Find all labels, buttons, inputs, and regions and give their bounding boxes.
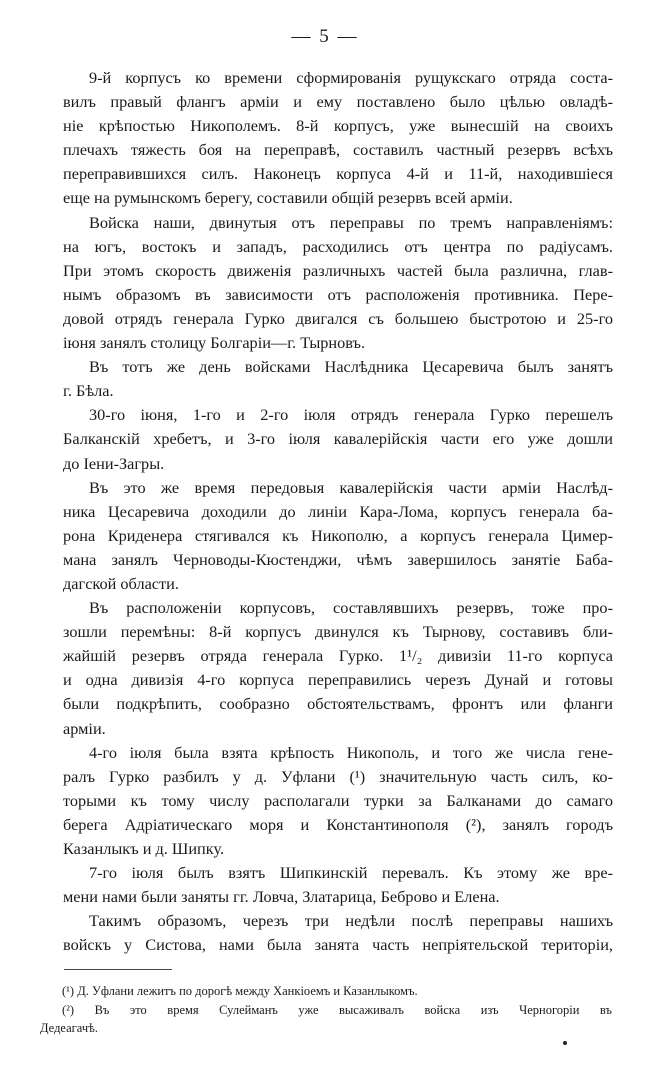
footnotes xyxy=(40,982,612,1038)
text-line: были подкрѣпить, сообразно обстоятельствамъ, фронтъ или фланги xyxy=(63,694,613,714)
text-line: плечахъ тяжесть боя на переправѣ, составилъ частный резервъ всѣхъ xyxy=(63,140,613,160)
text-line: Такимъ образомъ, черезъ три недѣли послѣ переправы нашихъ xyxy=(89,911,613,931)
paragraph xyxy=(63,476,613,596)
text-line: и одна дивизія 4-го корпуса переправились черезъ Дунай и готовы xyxy=(63,670,613,690)
ink-speck xyxy=(563,1041,567,1045)
text-line: 4-го іюля была взята крѣпость Никополь, и того же числа гене- xyxy=(89,742,613,762)
paragraph xyxy=(63,861,613,909)
text-line: арміи. xyxy=(63,718,106,738)
text-line: нымъ образомъ въ зависимости отъ расположенія противника. Пере- xyxy=(63,284,613,304)
paragraph xyxy=(63,355,613,403)
text-line: 7-го іюля былъ взятъ Шипкинскій перевалъ. Къ этому же вре- xyxy=(89,863,613,883)
text-line: довой отрядъ генерала Гурко двигался съ большею быстротою и 25-го xyxy=(63,308,613,328)
text-line: г. Бѣла. xyxy=(63,381,114,401)
text-line: 30-го іюня, 1-го и 2-го іюля отрядъ генерала Гурко перешелъ xyxy=(89,405,613,425)
text-line: Балканскій хребетъ, и 3-го іюля кавалерійскія части его уже дошли xyxy=(63,429,613,449)
paragraph xyxy=(63,403,613,475)
text-line: При этомъ скорость движенія различныхъ частей была различна, глав- xyxy=(63,260,613,280)
text-line: еще на румынскомъ берегу, составили общій резервъ всей арміи. xyxy=(63,188,513,208)
text-line: мени нами были заняты гг. Ловча, Златарица, Беброво и Елена. xyxy=(63,887,500,907)
text-line: жайшій резервъ отряда генерала Гурко. 1¹/₂ дивизіи 11-го корпуса xyxy=(63,646,613,666)
paragraph xyxy=(63,909,613,957)
text-line: ника Цесаревича доходили до линіи Кара-Лома, корпусъ генерала ба- xyxy=(63,501,613,521)
text-line: переправившихся силъ. Наконецъ корпуса 4-й и 11-й, находившіеся xyxy=(63,164,613,184)
text-line: іюня занялъ столицу Болгаріи—г. Тырновъ. xyxy=(63,333,366,353)
paragraph xyxy=(63,66,613,211)
footnote-divider xyxy=(64,969,172,970)
footnote-line: Дедеагачѣ. xyxy=(40,1021,99,1035)
text-line: зошли перемѣны: 8-й корпусъ двинулся къ Тырнову, составивъ бли- xyxy=(63,622,613,642)
text-line: рона Криденера стягивался къ Никополю, а корпусъ генерала Цимер- xyxy=(63,525,613,545)
text-line: дагской области. xyxy=(63,573,179,593)
page-number: — 5 — xyxy=(291,26,359,47)
text-line: Въ это же время передовыя кавалерійскія части арміи Наслѣд- xyxy=(89,477,613,497)
text-line: мана занялъ Черноводы-Кюстенджи, чѣмъ завершилось занятіе Баба- xyxy=(63,549,613,569)
text-line: берега Адріатическаго моря и Константинополя (²), занялъ городъ xyxy=(63,814,613,834)
text-line: торыми къ тому числу располагали турки за Балканами до самаго xyxy=(63,790,613,810)
text-line: Въ тотъ же день войсками Наслѣдника Цесаревича былъ занятъ xyxy=(89,357,613,377)
footnote-line: (²) Въ это время Сулейманъ уже высаживалъ войска изъ Черногоріи въ xyxy=(62,1002,612,1017)
text-line: ралъ Гурко разбилъ у д. Уфлани (¹) значительную часть силъ, ко- xyxy=(63,766,613,786)
text-line: Войска наши, двинутыя отъ переправы по тремъ направленіямъ: xyxy=(89,212,613,232)
text-line: до Іени-Загры. xyxy=(63,453,165,473)
text-line: 9-й корпусъ ко времени сформированія рущукскаго отряда соста- xyxy=(89,68,613,87)
footnote-line: (¹) Д. Уфлани лежитъ по дорогѣ между Ханкіоемъ и Казанлыкомъ. xyxy=(62,984,418,998)
text-line: Въ расположеніи корпусовъ, составлявшихъ резервъ, тоже про- xyxy=(89,598,613,618)
text-line: на югъ, востокъ и западъ, расходились отъ центра по радіусамъ. xyxy=(63,236,613,256)
paragraph xyxy=(63,211,613,356)
footnote xyxy=(40,1001,612,1038)
text-line: Казанлыкъ и д. Шипку. xyxy=(63,839,225,858)
paragraph xyxy=(63,596,613,741)
text-line: вилъ правый флангъ арміи и ему поставлено было цѣлью овладѣ- xyxy=(63,92,613,112)
paragraph xyxy=(63,741,613,861)
body-text xyxy=(63,66,613,957)
footnote xyxy=(40,982,612,1001)
text-line: войскъ у Систова, нами была занята часть непріятельской територіи, xyxy=(63,935,613,955)
text-line: ніе крѣпостью Никополемъ. 8-й корпусъ, уже вынесшій на своихъ xyxy=(63,116,613,136)
